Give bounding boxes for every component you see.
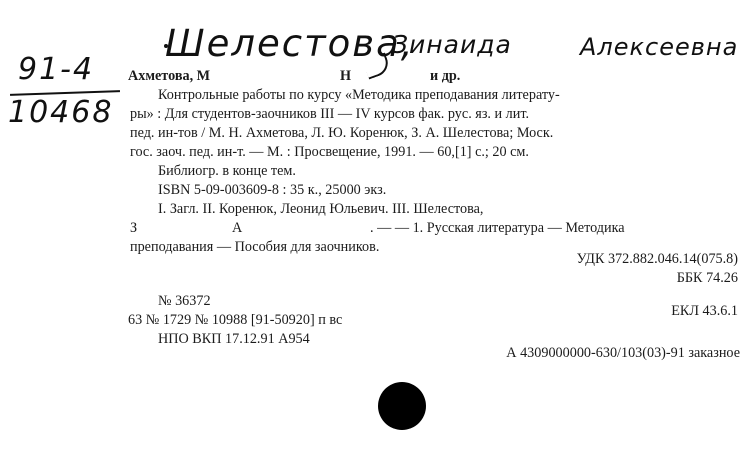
bibliography-note: Библиогр. в конце тем. bbox=[158, 163, 296, 179]
handwritten-class-mark: 91-4 bbox=[18, 52, 95, 87]
title-line-2: ры» : Для студентов-заочников III — IV курсов фак. рус. яз. и лит. bbox=[130, 106, 530, 122]
heading-author: Ахметова, М bbox=[128, 68, 211, 84]
print-line: 63 № 1729 № 10988 [91-50920] п вс bbox=[128, 312, 343, 328]
title-line-3: пед. ин-тов / М. Н. Ахметова, Л. Ю. Коренюк, З. А. Шелестова; Моск. bbox=[130, 125, 554, 141]
tracing-initial-a: А bbox=[232, 220, 243, 236]
title-line-1: Контрольные работы по курсу «Методика преподавания литерату- bbox=[158, 87, 560, 103]
bbk-code: ББК 74.26 bbox=[676, 270, 738, 286]
isbn-line: ISBN 5-09-003609-8 : 35 к., 25000 экз. bbox=[158, 182, 387, 198]
handwritten-name: Зинаида bbox=[392, 30, 512, 59]
tracing-line-3: преподавания — Пособия для заочников. bbox=[130, 239, 380, 255]
order-code: А 4309000000-630/103(03)-91 заказное bbox=[506, 345, 740, 361]
tracing-line-1: I. Загл. II. Коренюк, Леонид Юльевич. III. Шелестова, bbox=[158, 201, 484, 217]
heading-etal: и др. bbox=[430, 68, 461, 84]
handwritten-inventory-number: 10468 bbox=[8, 95, 114, 130]
order-number: № 36372 bbox=[158, 293, 211, 309]
ekl-code: ЕКЛ 43.6.1 bbox=[671, 303, 738, 319]
handwritten-surname: Шелестова, bbox=[165, 22, 415, 65]
handwritten-patronymic: Алексеевна bbox=[580, 33, 739, 61]
title-line-4: гос. заоч. пед. ин-т. — М. : Просвещение, 1991. — 60,[1] с.; 20 см. bbox=[130, 144, 529, 160]
npo-line: НПО ВКП 17.12.91 А954 bbox=[158, 331, 310, 347]
tracing-line-2: . — — 1. Русская литература — Методика bbox=[370, 220, 625, 236]
tracing-initial-z: З bbox=[130, 220, 138, 236]
udk-code: УДК 372.882.046.14(075.8) bbox=[576, 251, 738, 267]
card-punch-hole bbox=[378, 382, 426, 430]
heading-initial: Н bbox=[340, 68, 352, 84]
